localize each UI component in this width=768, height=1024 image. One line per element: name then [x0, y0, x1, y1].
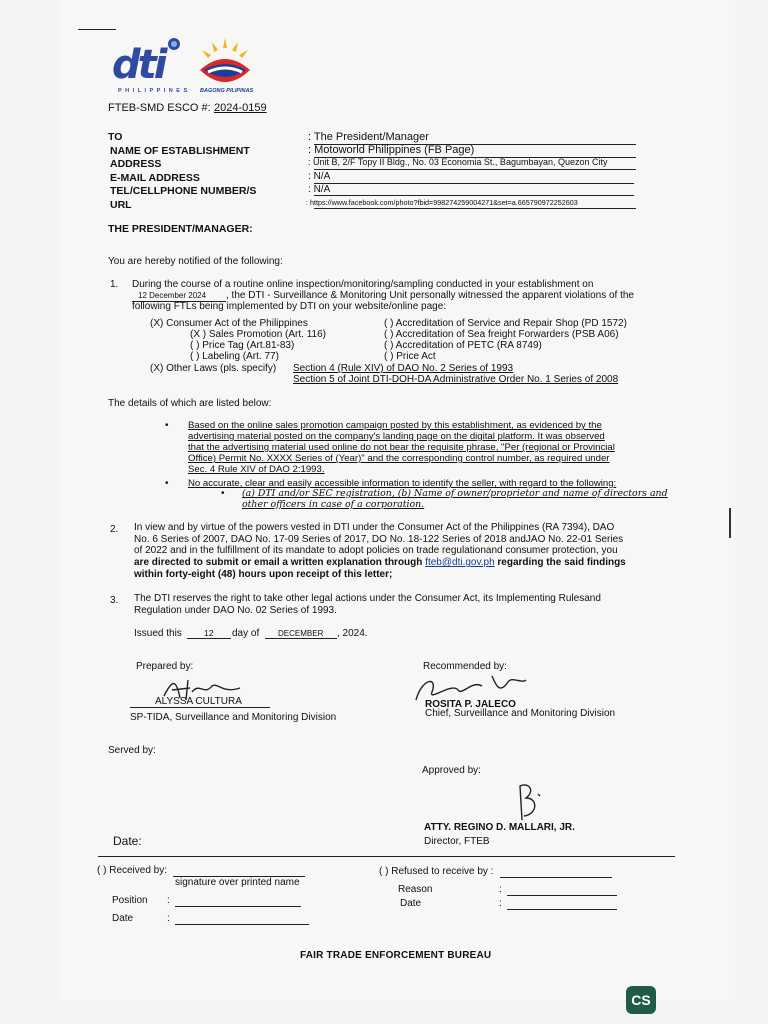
footer-bureau: FAIR TRADE ENFORCEMENT BUREAU — [300, 950, 492, 961]
approved-signature — [508, 780, 548, 827]
check-sales-promotion: (X ) Sales Promotion (Art. 116) — [190, 329, 326, 340]
salutation: THE PRESIDENT/MANAGER: — [108, 223, 253, 235]
check-labeling: ( ) Labeling (Art. 77) — [190, 351, 279, 362]
recommended-title: Chief, Surveillance and Monitoring Division — [425, 708, 616, 719]
email-label: E-MAIL ADDRESS — [110, 172, 200, 184]
detail1-line2: advertising material posted on the company's landing page on the digital platform. It was observed — [188, 431, 605, 442]
item1-line2: , the DTI - Surveillance & Monitoring Unit personally witnessed the apparent violations of the — [226, 290, 634, 301]
address-underline — [314, 169, 636, 170]
signature-caption: signature over printed name — [175, 877, 300, 888]
item3-number: 3. — [110, 595, 119, 606]
refused-label: ( ) Refused to receive by : — [379, 866, 494, 877]
item2-line4a: are directed to submit or email a written explanation through — [134, 557, 426, 568]
bullet-2: • — [165, 478, 169, 489]
url-underline — [314, 208, 636, 209]
check-consumer-act: (X) Consumer Act of the Philippines — [150, 318, 308, 329]
received-date-colon: : — [167, 913, 170, 924]
fteb-email-link[interactable]: fteb@dti.gov.ph — [425, 557, 495, 568]
recommended-name: ROSITA P. JALECO — [425, 699, 516, 710]
tel-label: TEL/CELLPHONE NUMBER/S — [110, 185, 257, 197]
refused-line[interactable] — [500, 877, 612, 878]
item2-line2: No. 6 Series of 2007, DAO No. 17-09 Series of 2017, DO No. 18-122 Series of 2018 andJAO No. 22-01 Series — [134, 534, 624, 545]
position-line[interactable] — [175, 906, 301, 907]
check-service-shop: ( ) Accreditation of Service and Repair Shop (PD 1572) — [384, 318, 627, 329]
detail2-line1: No accurate, clear and easily accessible information to identify the seller, with regard to the following: — [188, 478, 617, 489]
refused-date-label: Date — [400, 898, 422, 909]
item1-line3: following FTLs being implemented by DTI on your website/online page: — [132, 301, 447, 312]
item2-line3: of 2022 and in the fulfillment of its mandate to adopt policies on trade regulationand consumer protection, you — [134, 545, 618, 556]
served-label: Served by: — [108, 745, 156, 756]
bagong-pilipinas-text: BAGONG PILIPINAS — [200, 88, 254, 94]
to-value: The President/Manager — [313, 131, 429, 143]
item1-number: 1. — [110, 279, 119, 290]
detail1-line4: Office) Permit No. XXXX Series of (Year)" and the corresponding control number, as required under — [188, 453, 610, 464]
bullet-1: • — [165, 420, 169, 431]
issued-suffix: , 2024. — [337, 628, 368, 639]
ref-label: FTEB-SMD ESCO #: — [108, 102, 211, 114]
email-underline — [314, 183, 634, 184]
detail1-line3: that the advertising material used online do not bear the requisite phrase, "Per (regional or Provincial — [188, 442, 615, 453]
svg-text:dti: dti — [112, 42, 165, 88]
check-other-laws: (X) Other Laws (pls. specify) — [150, 363, 277, 374]
check-petc: ( ) Accreditation of PETC (RA 8749) — [384, 340, 542, 351]
received-date-line[interactable] — [175, 924, 309, 925]
issued-month-underline — [265, 638, 337, 639]
intro-text: You are hereby notified of the following: — [108, 256, 283, 267]
approved-name: ATTY. REGINO D. MALLARI, JR. — [424, 822, 575, 833]
details-heading: The details of which are listed below: — [108, 398, 272, 409]
reason-label: Reason — [398, 884, 433, 895]
prepared-name: ALYSSA CULTURA — [155, 696, 242, 707]
item3-line2: Regulation under DAO No. 02 Series of 1993. — [134, 605, 337, 616]
address-value: Unit B, 2/F Topy II Bldg., No. 03 Economia St., Bagumbayan, Quezon City — [313, 157, 608, 167]
reason-line[interactable] — [507, 895, 617, 896]
detail2-sub2: other officers in case of a corporation. — [242, 499, 425, 510]
bagong-pilipinas-seal-icon — [194, 36, 256, 94]
sub-bullet: • — [221, 488, 225, 499]
establishment-label: NAME OF ESTABLISHMENT — [110, 145, 250, 157]
item1-line1: During the course of a routine online inspection/monitoring/sampling conducted in your establishment on — [132, 279, 594, 290]
prepared-label: Prepared by: — [136, 661, 194, 672]
check-price-act: ( ) Price Act — [384, 351, 436, 362]
tel-value: N/A — [313, 184, 331, 195]
detail2-sub1: (a) DTI and/or SEC registration, (b) Name of owner/proprietor and name of directors and — [242, 488, 668, 499]
establishment-value: Motoworld Philippines (FB Page) — [314, 144, 475, 156]
detail1-line5: Sec. 4 Rule XIV of DAO 2:1993. — [188, 464, 325, 475]
url-label: URL — [110, 199, 132, 211]
item2-line4b: regarding the said findings — [494, 557, 626, 568]
to-label: TO — [108, 131, 123, 143]
item3-line1: The DTI reserves the right to take other legal actions under the Consumer Act, its Implementing Rulesand — [134, 593, 601, 604]
url-value[interactable]: https://www.facebook.com/photo?fbid=998274259004271&set=a.665790972252603 — [310, 198, 578, 207]
issued-day: 12 — [204, 628, 214, 638]
other-laws-1: Section 4 (Rule XIV) of DAO No. 2 Series of 1993 — [293, 363, 514, 374]
dti-logo-subtext: P H I L I P P I N E S — [118, 88, 189, 94]
address-label: ADDRESS — [110, 158, 162, 170]
served-date-label: Date: — [113, 834, 142, 848]
ref-number: 2024-0159 — [214, 102, 267, 114]
other-laws-2: Section 5 of Joint DTI-DOH-DA Administrative Order No. 1 Series of 2008 — [293, 374, 619, 385]
received-date-label: Date — [112, 913, 134, 924]
reason-colon: : — [499, 884, 502, 895]
position-label: Position — [112, 895, 148, 906]
email-value: N/A — [313, 171, 331, 182]
check-sea-freight: ( ) Accreditation of Sea freight Forwarders (PSB A06) — [384, 329, 619, 340]
camscanner-badge: CS — [626, 986, 656, 1014]
dti-logo-icon — [112, 36, 192, 96]
prepared-title: SP-TIDA, Surveillance and Monitoring Division — [130, 712, 337, 723]
issued-prefix: Issued this — [134, 628, 182, 639]
prepared-signature-line — [130, 707, 270, 708]
item2-line1: In view and by virtue of the powers vested in DTI under the Consumer Act of the Philippines (RA 7394), DAO — [134, 522, 615, 533]
item2-line5: within forty-eight (48) hours upon receipt of this letter; — [134, 569, 393, 580]
receipt-divider — [98, 856, 675, 857]
tel-underline — [314, 195, 634, 196]
issued-month: DECEMBER — [278, 629, 324, 638]
received-by-label: ( ) Received by: — [97, 865, 168, 876]
check-price-tag: ( ) Price Tag (Art.81-83) — [190, 340, 295, 351]
approved-label: Approved by: — [422, 765, 481, 776]
item1-date: 12 December 2024 — [138, 291, 207, 300]
issued-day-underline — [187, 638, 231, 639]
refused-date-line[interactable] — [507, 909, 617, 910]
position-colon: : — [167, 895, 170, 906]
margin-mark — [729, 508, 731, 538]
signature-icon — [508, 780, 548, 822]
issued-mid: day of — [232, 628, 260, 639]
approved-title: Director, FTEB — [424, 836, 490, 847]
refused-date-colon: : — [499, 898, 502, 909]
corner-mark — [78, 29, 116, 30]
item2-number: 2. — [110, 524, 119, 535]
detail1-line1: Based on the online sales promotion campaign posted by this establishment, as evidenced by the — [188, 420, 602, 431]
recommended-label: Recommended by: — [423, 661, 507, 672]
